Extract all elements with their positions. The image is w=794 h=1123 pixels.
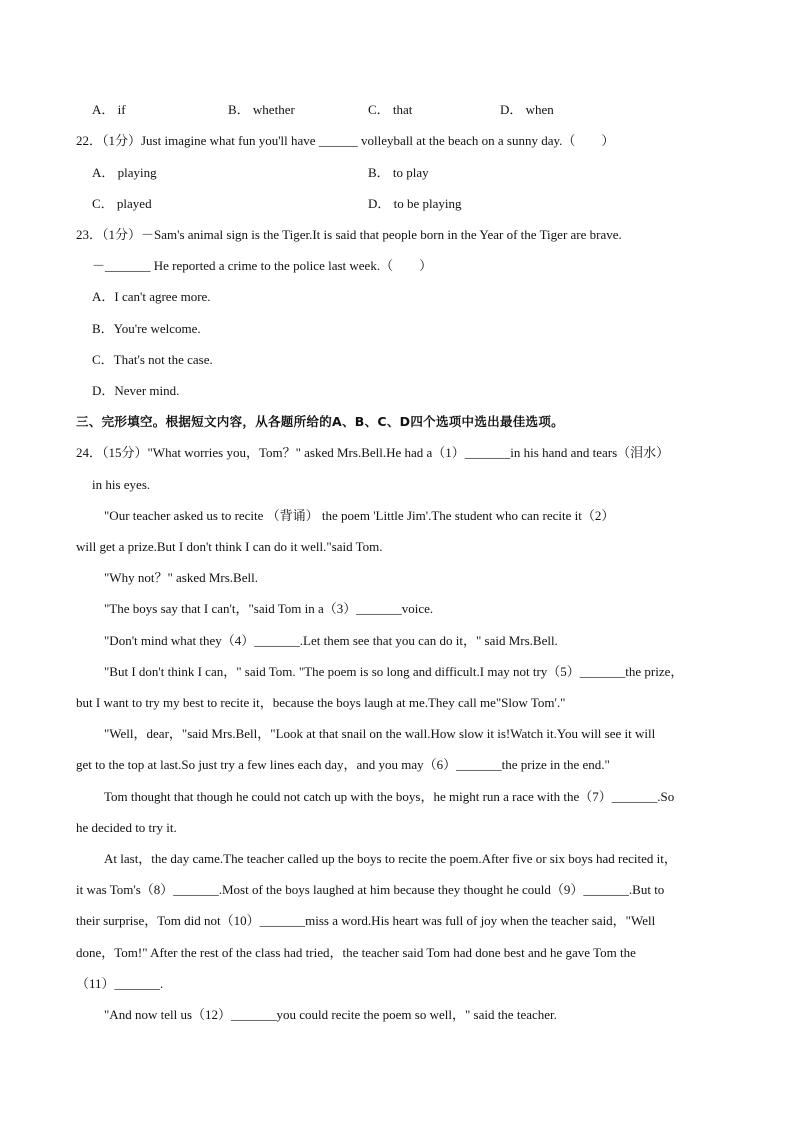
q21-option-b[interactable]: B． whether xyxy=(228,102,295,117)
q23-option-d[interactable]: D．Never mind. xyxy=(92,383,180,398)
q24-paragraph-7b: get to the top at last.So just try a few lines each day，and you may（6）_______the prize in the end." xyxy=(76,757,610,772)
q23-stem: 23．（1分）－Sam's animal sign is the Tiger.It is said that people born in the Year of the Tiger are brave. xyxy=(76,227,622,242)
q23-option-b[interactable]: B．You're welcome. xyxy=(92,321,201,336)
q24-paragraph-2a: "Our teacher asked us to recite （背诵） the poem 'Little Jim'.The student who can recite it（2） xyxy=(104,508,615,523)
q24-paragraph-3: "Why not？" asked Mrs.Bell. xyxy=(104,570,258,585)
q23-response-blank: －_______ He reported a crime to the police last week.（ ） xyxy=(92,258,433,273)
q24-paragraph-2b: will get a prize.But I don't think I can do it well."said Tom. xyxy=(76,539,383,554)
q24-paragraph-9a: At last，the day came.The teacher called up the boys to recite the poem.After five or six boys had recited it， xyxy=(104,851,677,866)
q21-option-a[interactable]: A． if xyxy=(92,102,126,117)
q22-stem: 22．（1分）Just imagine what fun you'll have ______ volleyball at the beach on a sunny day.（ ） xyxy=(76,133,615,148)
q24-paragraph-4: "The boys say that I can't，"said Tom in a（3）_______voice. xyxy=(104,601,434,616)
q24-paragraph-6b: but I want to try my best to recite it，because the boys laugh at me.They call me"Slow Tom'." xyxy=(76,695,566,710)
q22-option-c[interactable]: C． played xyxy=(92,196,152,211)
q22-option-a[interactable]: A． playing xyxy=(92,165,157,180)
q22-option-b[interactable]: B． to play xyxy=(368,165,429,180)
q23-option-c[interactable]: C．That's not the case. xyxy=(92,352,213,367)
q21-option-c[interactable]: C． that xyxy=(368,102,413,117)
q24-paragraph-6a: "But I don't think I can，" said Tom. "The poem is so long and difficult.I may not try（5）_______the prize， xyxy=(104,664,684,679)
q24-paragraph-5: "Don't mind what they（4）_______.Let them see that you can do it，" said Mrs.Bell. xyxy=(104,633,558,648)
q24-paragraph-8b: he decided to try it. xyxy=(76,820,177,835)
q23-option-a[interactable]: A．I can't agree more. xyxy=(92,289,211,304)
q22-option-d[interactable]: D． to be playing xyxy=(368,196,462,211)
q24-paragraph-9c: their surprise，Tom did not（10）_______miss a word.His heart was full of joy when the teacher said，"Well xyxy=(76,913,656,928)
q24-paragraph-8a: Tom thought that though he could not catch up with the boys，he might run a race with the（7）_______.So xyxy=(104,789,675,804)
q24-paragraph-7a: "Well，dear，"said Mrs.Bell，"Look at that snail on the wall.How slow it is!Watch it.You will see it will xyxy=(104,726,656,741)
q21-option-d[interactable]: D． when xyxy=(500,102,554,117)
q24-paragraph-9d: done，Tom!" After the rest of the class had tried，the teacher said Tom had done best and he gave Tom the xyxy=(76,945,636,960)
q24-paragraph-9b: it was Tom's（8）_______.Most of the boys laughed at him because they thought he could（9）_______.But to xyxy=(76,882,665,897)
q24-paragraph-10: "And now tell us（12）_______you could recite the poem so well，" said the teacher. xyxy=(104,1007,557,1022)
q24-line-2: in his eyes. xyxy=(92,477,151,492)
q24-line-1: 24．（15分）"What worries you，Tom？" asked Mrs.Bell.He had a（1）_______in his hand and tears（泪水） xyxy=(76,445,670,460)
q24-paragraph-9e: （11）_______. xyxy=(76,976,164,991)
section-heading-cloze: 三、完形填空。根据短文内容，从各题所给的A、B、C、D四个选项中选出最佳选项。 xyxy=(76,414,564,429)
